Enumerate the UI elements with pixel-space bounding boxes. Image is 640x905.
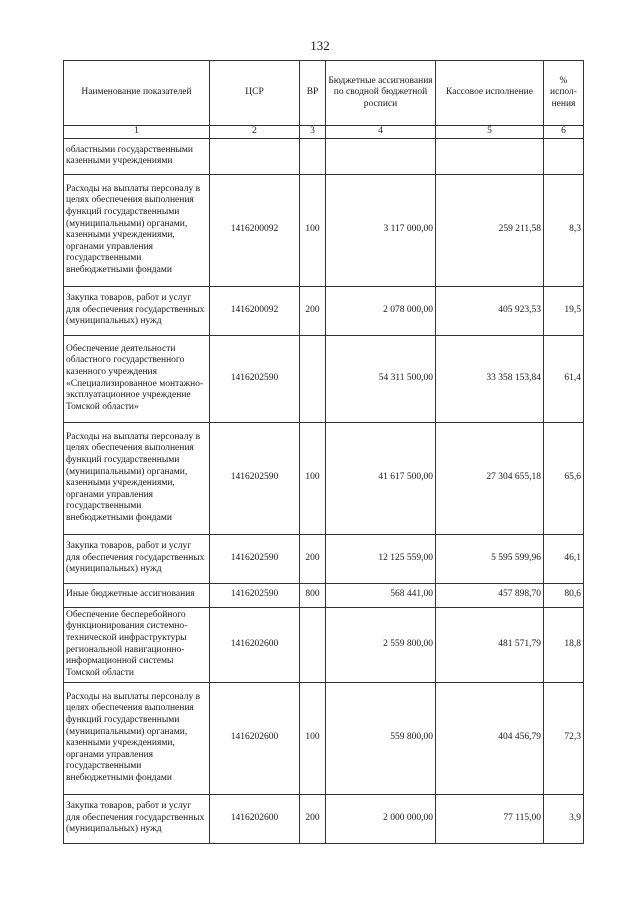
row-assigned: 12 125 559,00 — [326, 534, 436, 583]
header-csr: ЦСР — [210, 61, 300, 126]
row-percent: 46,1 — [544, 534, 584, 583]
row-assigned: 54 311 500,00 — [326, 335, 436, 422]
row-csr: 1416202600 — [210, 794, 300, 843]
row-vr — [300, 607, 326, 682]
table-header-row — [64, 61, 584, 126]
row-csr: 1416200092 — [210, 174, 300, 286]
row-csr: 1416202600 — [210, 607, 300, 682]
row-percent: 72,3 — [544, 682, 584, 794]
row-percent: 18,8 — [544, 607, 584, 682]
page-number: 132 — [310, 38, 330, 53]
header-name: Наименование показателей — [64, 61, 210, 126]
table-row — [64, 682, 584, 794]
row-name: Иные бюджетные ассигнования — [64, 583, 210, 607]
row-percent: 65,6 — [544, 422, 584, 534]
column-number: 5 — [436, 126, 544, 139]
table-row — [64, 534, 584, 583]
table-row — [64, 138, 584, 174]
row-assigned: 3 117 000,00 — [326, 174, 436, 286]
row-executed: 405 923,53 — [436, 286, 544, 335]
row-percent — [544, 138, 584, 174]
row-csr: 1416202590 — [210, 422, 300, 534]
row-name: областными государственными казенными учреждениями — [64, 138, 210, 174]
row-name: Обеспечение деятельности областного государственного казенного учреждения «Специализированное монтажно-эксплуатационное учреждение Томской области» — [64, 335, 210, 422]
budget-execution-table — [63, 60, 584, 844]
column-number-row — [64, 126, 584, 139]
row-executed: 27 304 655,18 — [436, 422, 544, 534]
column-number: 4 — [326, 126, 436, 139]
row-assigned: 2 000 000,00 — [326, 794, 436, 843]
table-row — [64, 794, 584, 843]
row-executed: 404 456,79 — [436, 682, 544, 794]
row-percent: 80,6 — [544, 583, 584, 607]
row-name: Расходы на выплаты персоналу в целях обеспечения выполнения функций государственными (муниципальными) органами, казенными учреждениями, органами управления государственными внебюджетными фондами — [64, 682, 210, 794]
table-row — [64, 174, 584, 286]
row-name: Закупка товаров, работ и услуг для обеспечения государственных (муниципальных) нужд — [64, 534, 210, 583]
row-vr — [300, 335, 326, 422]
table-row — [64, 422, 584, 534]
row-name: Закупка товаров, работ и услуг для обеспечения государственных (муниципальных) нужд — [64, 794, 210, 843]
row-executed: 259 211,58 — [436, 174, 544, 286]
row-vr: 200 — [300, 534, 326, 583]
row-csr: 1416202590 — [210, 583, 300, 607]
row-vr: 100 — [300, 174, 326, 286]
column-number: 2 — [210, 126, 300, 139]
row-percent: 3,9 — [544, 794, 584, 843]
row-vr: 200 — [300, 794, 326, 843]
row-executed: 5 595 599,96 — [436, 534, 544, 583]
table-row — [64, 607, 584, 682]
row-csr: 1416202590 — [210, 534, 300, 583]
table-row — [64, 583, 584, 607]
row-executed — [436, 138, 544, 174]
column-number: 6 — [544, 126, 584, 139]
table-row — [64, 335, 584, 422]
header-percent: % испол-нения — [544, 61, 584, 126]
header-executed: Кассовое исполнение — [436, 61, 544, 126]
row-assigned: 2 559 800,00 — [326, 607, 436, 682]
row-vr: 800 — [300, 583, 326, 607]
table-row — [64, 286, 584, 335]
row-csr: 1416202590 — [210, 335, 300, 422]
row-vr — [300, 138, 326, 174]
row-executed: 77 115,00 — [436, 794, 544, 843]
row-assigned: 2 078 000,00 — [326, 286, 436, 335]
header-assigned: Бюджетные ассигнования по сводной бюджетной росписи — [326, 61, 436, 126]
row-assigned: 559 800,00 — [326, 682, 436, 794]
row-vr: 100 — [300, 682, 326, 794]
row-percent: 8,3 — [544, 174, 584, 286]
row-assigned: 41 617 500,00 — [326, 422, 436, 534]
row-name: Расходы на выплаты персоналу в целях обеспечения выполнения функций государственными (муниципальными) органами, казенными учреждениями, органами управления государственными внебюджетными фондами — [64, 174, 210, 286]
row-name: Расходы на выплаты персоналу в целях обеспечения выполнения функций государственными (муниципальными) органами, казенными учреждениями, органами управления государственными внебюджетными фондами — [64, 422, 210, 534]
column-number: 3 — [300, 126, 326, 139]
row-csr: 1416200092 — [210, 286, 300, 335]
row-vr: 200 — [300, 286, 326, 335]
header-vr: ВР — [300, 61, 326, 126]
row-percent: 61,4 — [544, 335, 584, 422]
column-number: 1 — [64, 126, 210, 139]
row-name: Обеспечение бесперебойного функционирования системно-технической инфраструктуры региональной навигационно-информационной системы Томской области — [64, 607, 210, 682]
row-csr — [210, 138, 300, 174]
row-percent: 19,5 — [544, 286, 584, 335]
row-executed: 481 571,79 — [436, 607, 544, 682]
row-assigned: 568 441,00 — [326, 583, 436, 607]
row-executed: 33 358 153,84 — [436, 335, 544, 422]
row-vr: 100 — [300, 422, 326, 534]
row-executed: 457 898,70 — [436, 583, 544, 607]
row-csr: 1416202600 — [210, 682, 300, 794]
row-assigned — [326, 138, 436, 174]
row-name: Закупка товаров, работ и услуг для обеспечения государственных (муниципальных) нужд — [64, 286, 210, 335]
